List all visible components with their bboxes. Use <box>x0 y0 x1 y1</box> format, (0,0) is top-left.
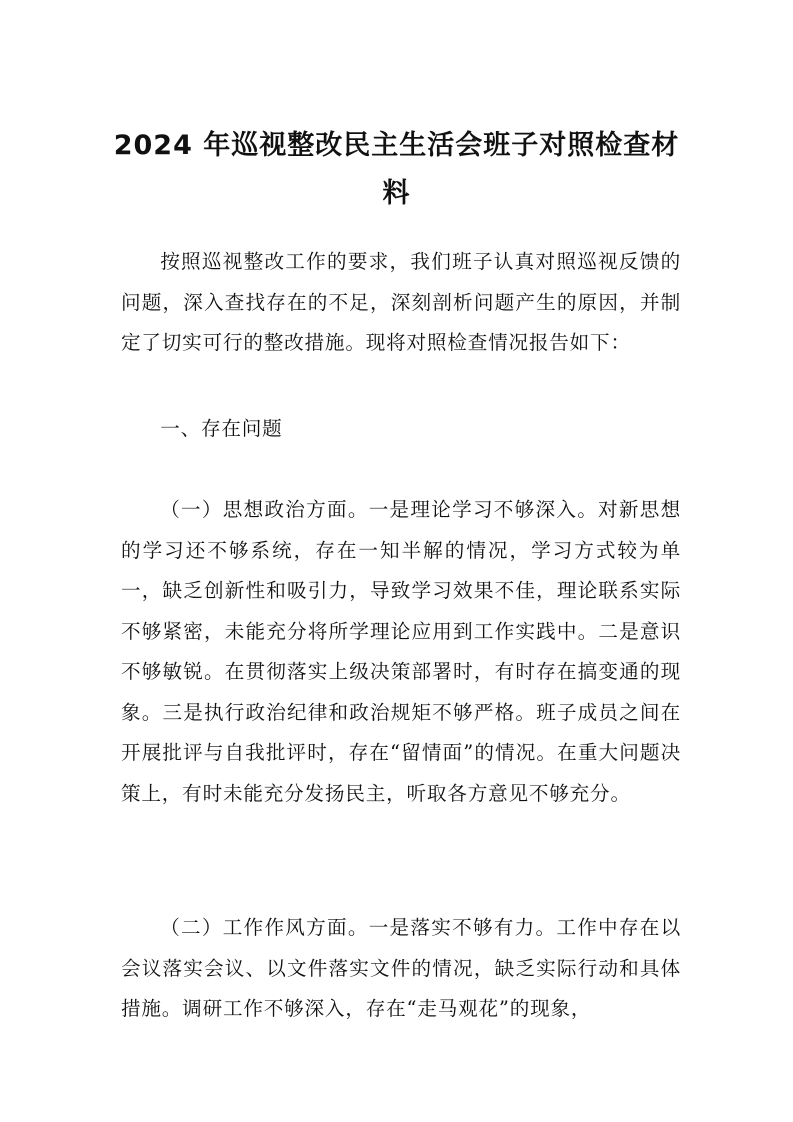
thought-politics-paragraph: （一）思想政治方面。一是理论学习不够深入。对新思想的学习还不够系统，存在一知半解的情况，学习方式较为单一，缺乏创新性和吸引力，导致学习效果不佳，理论联系实际不够紧密，未能充分将所学理论应用到工作实践中。二是意识不够敏锐。在贯彻落实上级决策部署时，有时存在搞变通的现象。三是执行政治纪律和政治规矩不够严格。班子成员之间在开展批评与自我批评时，存在“留情面”的情况。在重大问题决策上，有时未能充分发扬民主，听取各方意见不够充分。 <box>121 498 681 805</box>
section-heading: 一、存在问题 <box>160 417 283 440</box>
intro-paragraph: 按照巡视整改工作的要求，我们班子认真对照巡视反馈的问题，深入查找存在的不足，深刻剖析问题产生的原因，并制定了切实可行的整改措施。现将对照检查情况报告如下： <box>121 250 681 354</box>
work-style-paragraph: （二）工作作风方面。一是落实不够有力。工作中存在以会议落实会议、以文件落实文件的情况，缺乏实际行动和具体措施。调研工作不够深入，存在“走马观花”的现象， <box>121 916 681 1020</box>
document-title: 2024 年巡视整改民主生活会班子对照检查材料 <box>113 130 680 209</box>
